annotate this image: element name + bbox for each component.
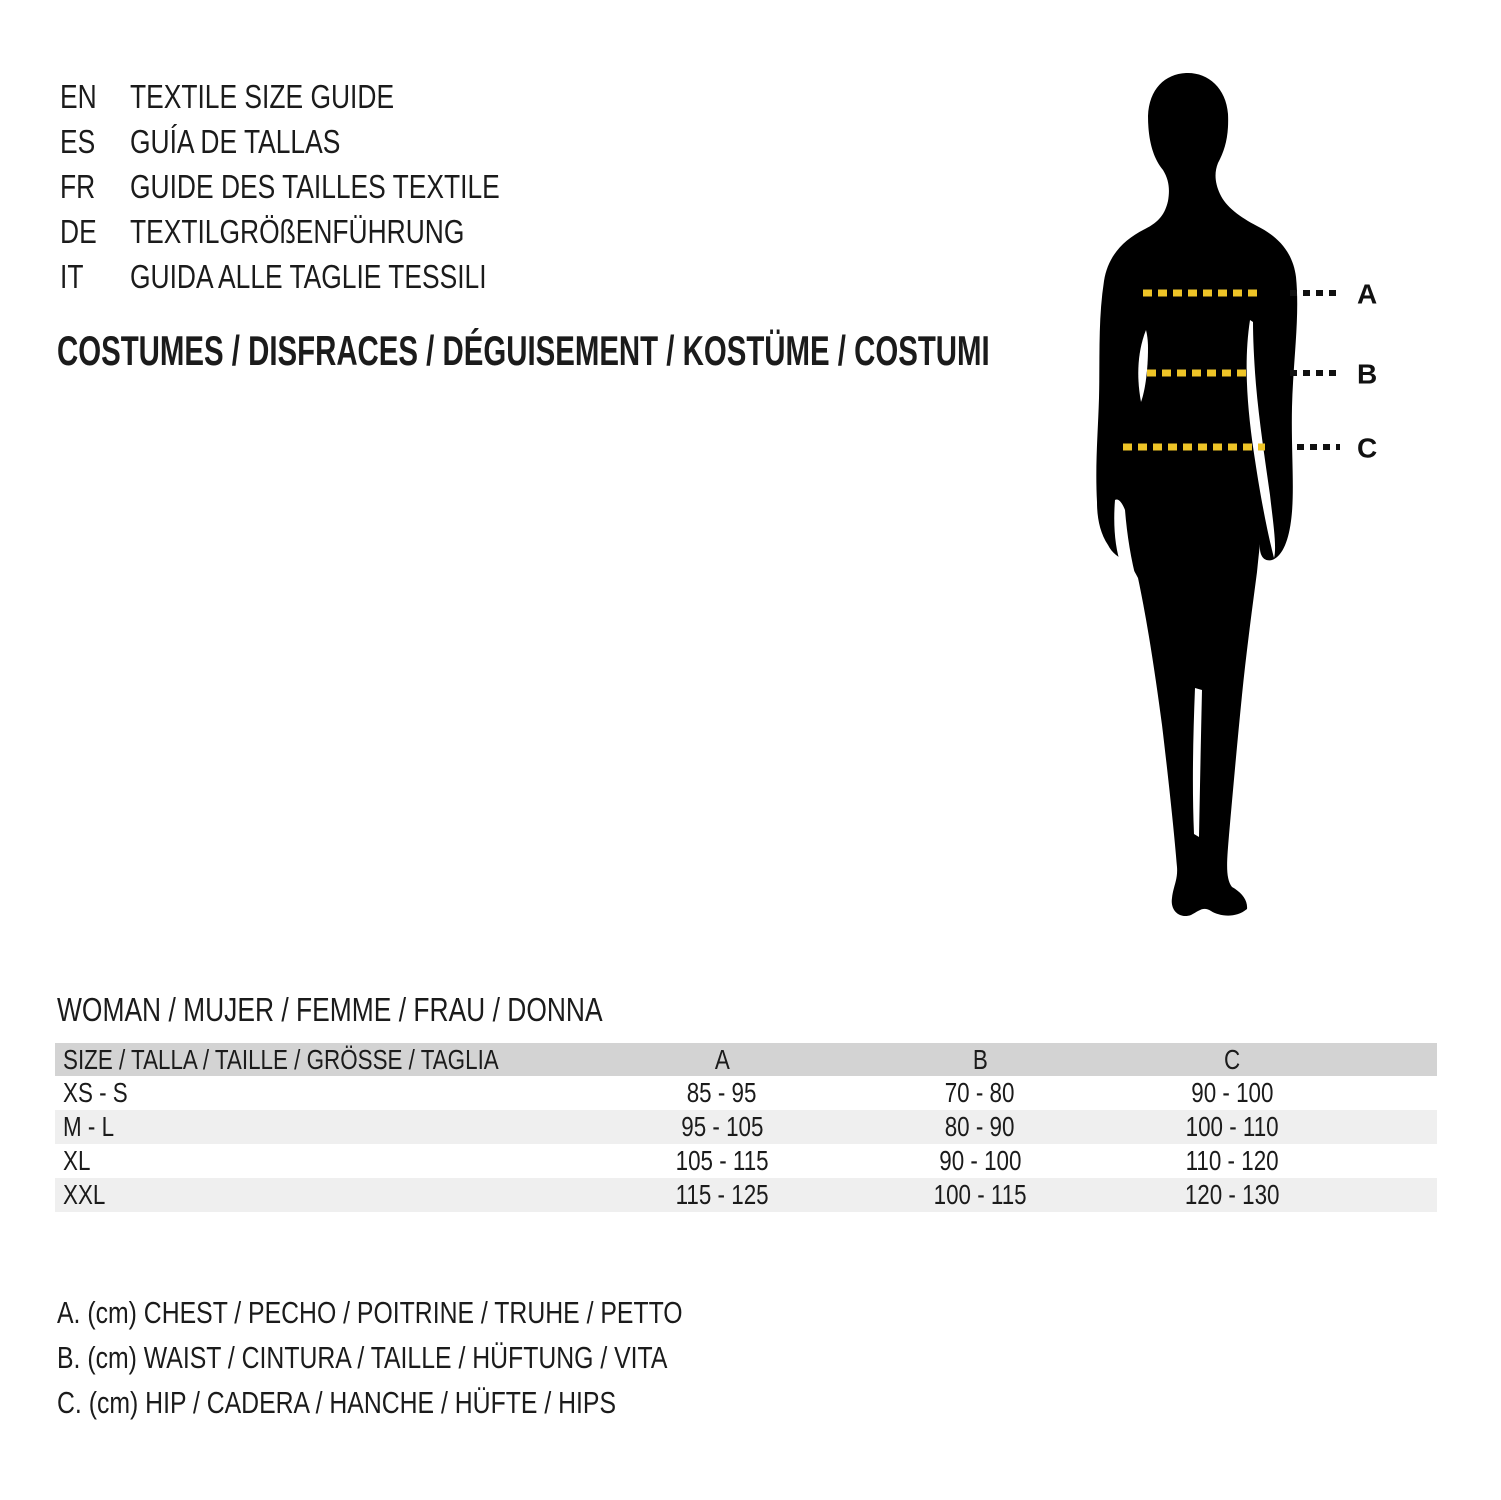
header-cell-b-text: B (972, 1043, 988, 1075)
cell-b (852, 1147, 1108, 1175)
cell-c-text: 90 - 100 (1190, 1077, 1274, 1108)
table-row (55, 1178, 1437, 1212)
cell-b (852, 1181, 1108, 1209)
language-title: TEXTILE SIZE GUIDE (130, 78, 395, 115)
header-cell-size (55, 1043, 592, 1075)
cell-size-text: XL (63, 1145, 91, 1176)
measurement-legend (57, 1290, 839, 1425)
cell-a-text: 105 - 115 (675, 1145, 769, 1176)
cell-b (852, 1113, 1108, 1141)
language-title: GUIDE DES TAILLES TEXTILE (130, 168, 500, 205)
cell-c-text: 110 - 120 (1185, 1145, 1279, 1176)
legend-item-hip (57, 1380, 839, 1425)
cell-c-text: 100 - 110 (1185, 1111, 1279, 1142)
cell-c-text: 120 - 130 (1184, 1179, 1280, 1210)
section-title-woman (57, 993, 739, 1026)
cell-c (1108, 1147, 1356, 1175)
cell-size (55, 1079, 592, 1107)
cell-c (1108, 1181, 1356, 1209)
language-code: DE (60, 213, 97, 250)
marker-label-c: C (1357, 432, 1378, 464)
cell-c (1108, 1079, 1356, 1107)
cell-b-text: 100 - 115 (933, 1179, 1027, 1210)
table-row (55, 1144, 1437, 1178)
language-title: TEXTILGRÖßENFÜHRUNG (130, 213, 465, 250)
header-cell-c-text: C (1223, 1043, 1241, 1075)
language-code: IT (60, 258, 84, 295)
cell-a (592, 1147, 852, 1175)
cell-c (1108, 1113, 1356, 1141)
header-cell-a-text: A (714, 1043, 730, 1075)
marker-label-a: A (1357, 278, 1378, 310)
cell-a-text: 85 - 95 (687, 1077, 757, 1108)
legend-item-text: C. (cm) HIP / CADERA / HANCHE / HÜFTE / HIPS (57, 1385, 616, 1420)
table-header-row (55, 1043, 1437, 1076)
language-code: FR (60, 168, 96, 205)
cell-a (592, 1181, 852, 1209)
legend-item-text: B. (cm) WAIST / CINTURA / TAILLE / HÜFTUNG / VITA (57, 1340, 668, 1375)
table-row (55, 1076, 1437, 1110)
cell-size-text: XS - S (63, 1077, 128, 1108)
header-cell-size-text: SIZE / TALLA / TAILLE / GRÖSSE / TAGLIA (63, 1043, 499, 1075)
cell-a (592, 1079, 852, 1107)
language-code: ES (60, 123, 96, 160)
cell-b (852, 1079, 1108, 1107)
cell-a-text: 95 - 105 (680, 1111, 764, 1142)
cell-b-text: 80 - 90 (945, 1111, 1015, 1142)
legend-item-chest (57, 1290, 839, 1335)
marker-label-b: B (1357, 358, 1378, 390)
category-title: COSTUMES / DISFRACES / DÉGUISEMENT / KOSTÜME / COSTUMI (57, 327, 990, 374)
size-table (55, 1043, 1437, 1212)
language-title: GUIDA ALLE TAGLIE TESSILI (130, 258, 487, 295)
cell-size (55, 1113, 592, 1141)
cell-size-text: M - L (63, 1111, 115, 1142)
cell-b-text: 90 - 100 (938, 1145, 1022, 1176)
cell-size-text: XXL (63, 1179, 106, 1210)
measurement-figure (1085, 70, 1405, 940)
language-code: EN (60, 78, 97, 115)
table-row (55, 1110, 1437, 1144)
cell-size (55, 1181, 592, 1209)
legend-item-waist (57, 1335, 839, 1380)
header-cell-b (852, 1043, 1108, 1075)
cell-a (592, 1113, 852, 1141)
section-title-text: WOMAN / MUJER / FEMME / FRAU / DONNA (57, 991, 603, 1028)
cell-b-text: 70 - 80 (945, 1077, 1015, 1108)
header-cell-a (592, 1043, 852, 1075)
header-cell-c (1108, 1043, 1356, 1075)
language-title: GUÍA DE TALLAS (130, 123, 341, 160)
legend-item-text: A. (cm) CHEST / PECHO / POITRINE / TRUHE / PETTO (57, 1295, 683, 1330)
cell-size (55, 1147, 592, 1175)
cell-a-text: 115 - 125 (675, 1179, 769, 1210)
